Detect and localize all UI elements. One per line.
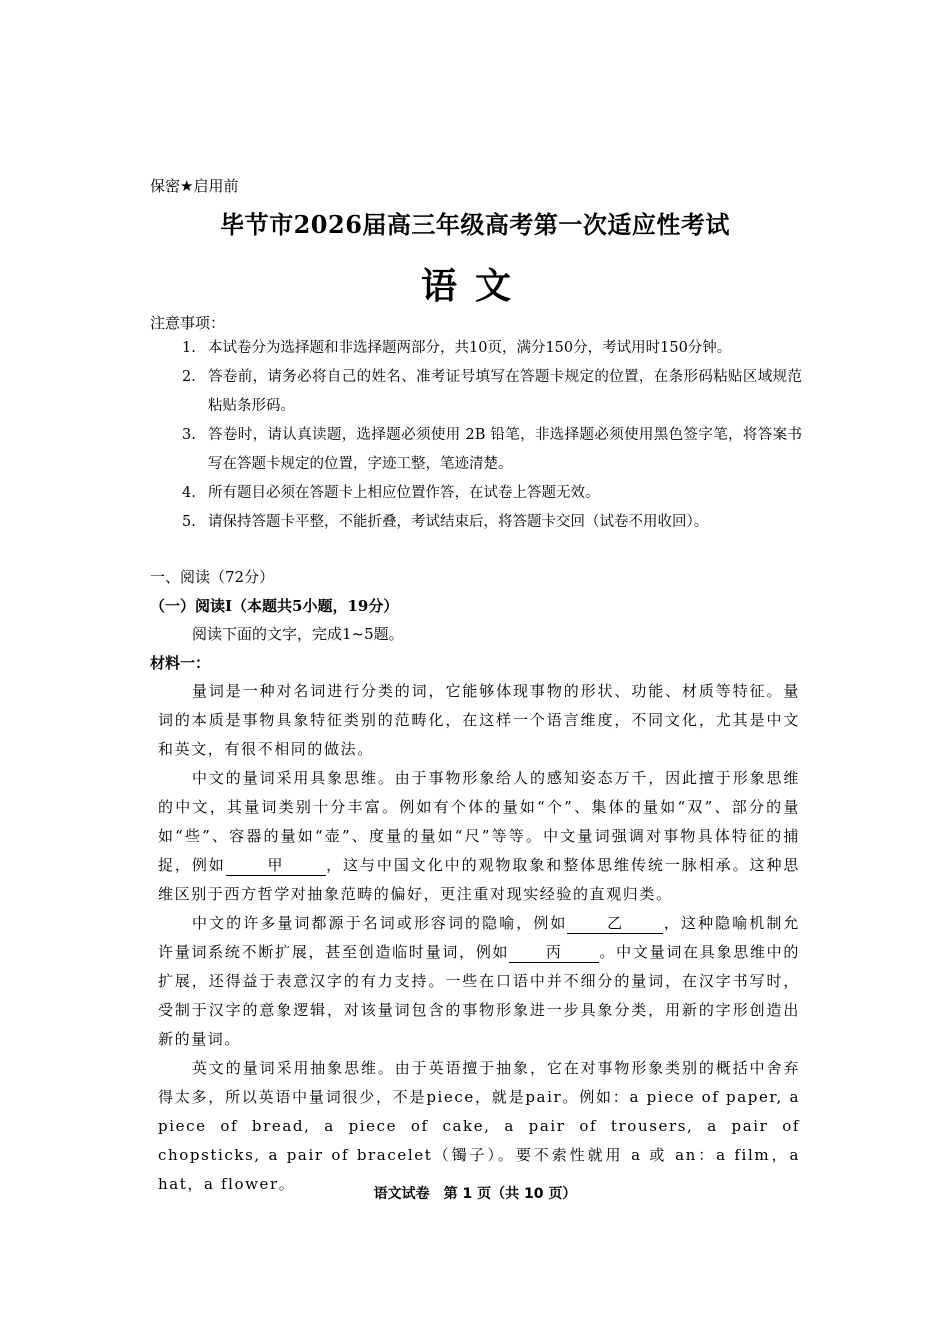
fill-blank-jia: 甲 <box>226 855 326 876</box>
paragraph-text: ，这与中国文化中的观物取象和整体思维传统一脉相承。这种思维区别于西方哲学对抽象范畴的偏好，更注重对现实经验的直观归类。 <box>158 856 800 903</box>
notice-number: 2. <box>182 369 196 385</box>
paragraph-1: 量词是一种对名词进行分类的词，它能够体现事物的形状、功能、材质等特征。量词的本质是事物具象特征类别的范畴化，在这样一个语言维度，不同文化，尤其是中文和英文，有很不相同的做法。 <box>158 682 800 758</box>
section-heading: 一、阅读（72分） <box>150 568 275 586</box>
notice-text: 答卷时，请认真读题，选择题必须使用 2B 铅笔，非选择题必须使用黑色签字笔，将答案书写在答题卡规定的位置，字迹工整，笔迹清楚。 <box>208 427 802 472</box>
fill-blank-bing: 丙 <box>509 942 599 963</box>
notice-item <box>182 421 802 479</box>
notice-item <box>182 363 802 421</box>
notice-number: 1. <box>182 340 196 356</box>
notice-number: 3. <box>182 427 196 443</box>
paragraph-3 <box>158 909 800 1054</box>
paragraph-4: 英文的量词采用抽象思维。由于英语擅于抽象，它在对事物形象类别的概括中舍弃得太多，所以英语中量词很少，不是piece，就是pair。例如：a piece of paper, a piece of bread, a piece of cake, a pair of trousers, a pair of chopsticks, a pair of bracelet（镯子）。要不索性就用 a 或 an：a film，a hat，a flower。 <box>158 1059 800 1193</box>
notice-number: 4. <box>182 485 196 501</box>
subsection-heading: （一）阅读Ⅰ（本题共5小题，19分） <box>150 597 399 615</box>
notice-list <box>182 334 802 537</box>
exam-title: 毕节市2026届高三年级高考第一次适应性考试 <box>220 210 730 239</box>
reading-instruction: 阅读下面的文字，完成1~5题。 <box>192 625 404 643</box>
paragraph-text: 。中文量词在具象思维中的扩展，还得益于表意汉字的有力支持。一些在口语中并不细分的量词，在汉字书写时，受制于汉字的意象逻辑，对该量词包含的事物形象进一步具象分类，用新的字形创造出新的量词。 <box>158 943 801 1048</box>
notice-number: 5. <box>182 514 196 530</box>
confidential-label: 保密★启用前 <box>150 177 239 195</box>
page-footer: 语文试卷 第 1 页（共 10 页） <box>373 1186 577 1202</box>
subject-title: 语文 <box>420 265 529 307</box>
paragraph-text: ，这种隐喻机制允许量词系统不断扩展，甚至创造临时量词，例如 <box>158 914 800 961</box>
notice-text: 本试卷分为选择题和非选择题两部分，共10页，满分150分，考试用时150分钟。 <box>208 340 732 356</box>
notice-heading: 注意事项： <box>150 314 226 332</box>
notice-item <box>182 334 802 363</box>
notice-text: 请保持答题卡平整，不能折叠，考试结束后，将答题卡交回（试卷不用收回）。 <box>208 514 709 530</box>
paragraph-text: 中文的许多量词都源于名词或形容词的隐喻，例如 <box>192 914 568 932</box>
paragraph-2 <box>158 764 800 909</box>
notice-text: 答卷前，请务必将自己的姓名、准考证号填写在答题卡规定的位置，在条形码粘贴区域规范粘贴条形码。 <box>208 369 802 414</box>
notice-item <box>182 479 802 508</box>
material-label: 材料一： <box>150 654 211 672</box>
notice-item <box>182 508 802 537</box>
fill-blank-yi: 乙 <box>567 913 663 934</box>
paragraph-text: 中文的量词采用具象思维。由于事物形象给人的感知姿态万千，因此擅于形象思维的中文，其量词类别十分丰富。例如有个体的量如“个”、集体的量如“双”、部分的量如“些”、容器的量如“壶”、度量的量如“尺”等等。中文量词强调对事物具体特征的捕捉，例如 <box>158 769 800 874</box>
notice-text: 所有题目必须在答题卡上相应位置作答，在试卷上答题无效。 <box>208 485 600 501</box>
reading-passage <box>158 677 800 1199</box>
